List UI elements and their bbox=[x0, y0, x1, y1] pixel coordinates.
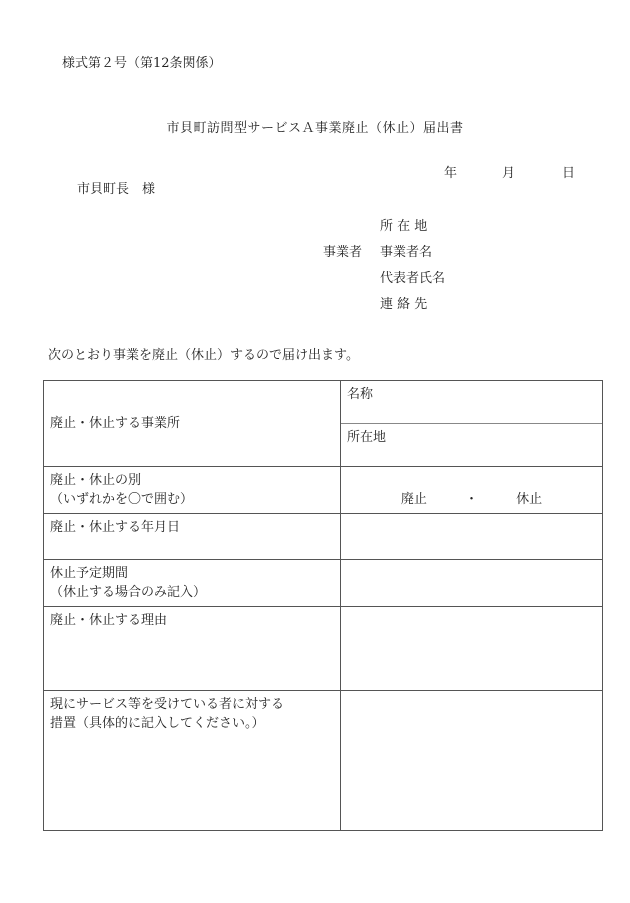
intro-text: 次のとおり事業を廃止（休止）するので届け出ます。 bbox=[48, 348, 359, 363]
table-row bbox=[44, 514, 603, 560]
office-value-cell bbox=[341, 381, 603, 467]
table-row bbox=[44, 467, 603, 514]
notification-table bbox=[43, 380, 603, 831]
option-suspend[interactable]: 休止 bbox=[516, 492, 543, 507]
business-name-label: 事業者名 bbox=[380, 245, 433, 260]
period-label-line2: （休止する場合のみ記入） bbox=[50, 585, 207, 600]
date-field-input[interactable] bbox=[341, 514, 603, 560]
option-abolish[interactable]: 廃止 bbox=[400, 492, 427, 507]
table-row bbox=[44, 691, 603, 831]
business-side-label: 事業者 bbox=[323, 245, 363, 260]
reason-label: 廃止・休止する理由 bbox=[44, 607, 341, 691]
type-label-line1: 廃止・休止の別 bbox=[50, 473, 142, 488]
type-choice-cell bbox=[341, 467, 603, 514]
period-label-line1: 休止予定期間 bbox=[50, 566, 129, 581]
table-row bbox=[44, 607, 603, 691]
date-field-label: 廃止・休止する年月日 bbox=[44, 514, 341, 560]
office-name-label: 名称 bbox=[347, 387, 374, 402]
measures-input[interactable] bbox=[341, 691, 603, 831]
period-input[interactable] bbox=[341, 560, 603, 607]
measures-label-line2: 措置（具体的に記入してください。） bbox=[50, 716, 265, 731]
business-info-block bbox=[323, 215, 523, 315]
type-label bbox=[44, 467, 341, 514]
document-title: 市貝町訪問型サービスＡ事業廃止（休止）届出書 bbox=[166, 121, 464, 136]
business-address-label: 所 在 地 bbox=[380, 219, 428, 234]
form-number: 様式第２号（第12条関係） bbox=[62, 56, 222, 71]
option-separator: ・ bbox=[464, 492, 478, 507]
office-address-label: 所在地 bbox=[347, 430, 387, 445]
period-label bbox=[44, 560, 341, 607]
date-year-label: 年 bbox=[444, 166, 458, 181]
type-label-line2: （いずれかを〇で囲む） bbox=[50, 492, 194, 507]
representative-label: 代表者氏名 bbox=[380, 271, 446, 286]
contact-label: 連 絡 先 bbox=[380, 297, 428, 312]
office-address-field[interactable] bbox=[341, 424, 602, 466]
measures-label-line1: 現にサービス等を受けている者に対する bbox=[50, 697, 285, 712]
addressee: 市貝町長 様 bbox=[77, 182, 156, 197]
date-month-label: 月 bbox=[502, 166, 516, 181]
measures-label bbox=[44, 691, 341, 831]
table-row bbox=[44, 560, 603, 607]
reason-input[interactable] bbox=[341, 607, 603, 691]
date-day-label: 日 bbox=[562, 166, 576, 181]
office-label: 廃止・休止する事業所 bbox=[44, 381, 341, 467]
date-line bbox=[444, 162, 574, 180]
office-name-field[interactable] bbox=[341, 381, 602, 424]
table-row bbox=[44, 381, 603, 467]
